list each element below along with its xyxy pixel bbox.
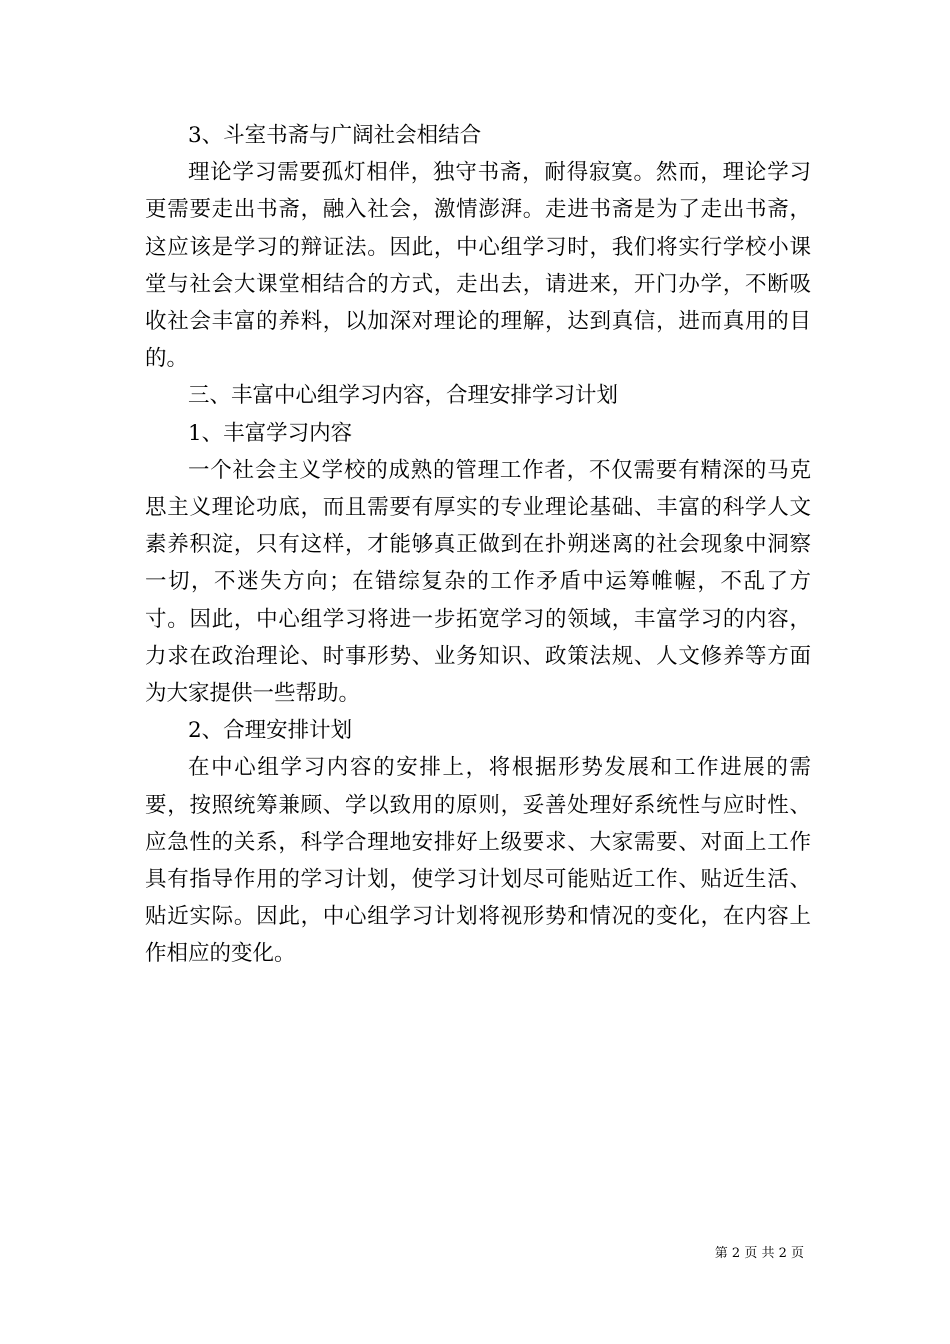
document-body	[145, 117, 811, 973]
body-paragraph: 在中心组学习内容的安排上，将根据形势发展和工作进展的需要，按照统筹兼顾、学以致用的原则，妥善处理好系统性与应时性、应急性的关系，科学合理地安排好上级要求、大家需要、对面上工作具有指导作用的学习计划，使学习计划尽可能贴近工作、贴近生活、贴近实际。因此，中心组学习计划将视形势和情况的变化，在内容上作相应的变化。	[145, 755, 811, 967]
section-heading: 三、丰富中心组学习内容，合理安排学习计划	[188, 383, 619, 409]
section-heading: 3、斗室书斋与广阔社会相结合	[188, 123, 482, 148]
page-number: 第 2 页 共 2 页	[714, 1246, 804, 1261]
section-heading: 2、合理安排计划	[188, 718, 353, 744]
body-paragraph: 一个社会主义学校的成熟的管理工作者，不仅需要有精深的马克思主义理论功底，而且需要有厚实的专业理论基础、丰富的科学人文素养积淀，只有这样，才能够真正做到在扑朔迷离的社会现象中洞察一切，不迷失方向；在错综复杂的工作矛盾中运筹帷幄，不乱了方寸。因此，中心组学习将进一步拓宽学习的领域，丰富学习的内容，力求在政治理论、时事形势、业务知识、政策法规、人文修养等方面为大家提供一些帮助。	[145, 457, 811, 707]
body-paragraph: 理论学习需要孤灯相伴，独守书斋，耐得寂寞。然而，理论学习更需要走出书斋，融入社会，激情澎湃。走进书斋是为了走出书斋，这应该是学习的辩证法。因此，中心组学习时，我们将实行学校小课堂与社会大课堂相结合的方式，走出去，请进来，开门办学，不断吸收社会丰富的养料，以加深对理论的理解，达到真信，进而真用的目的。	[145, 160, 811, 372]
section-heading: 1、丰富学习内容	[188, 420, 353, 446]
